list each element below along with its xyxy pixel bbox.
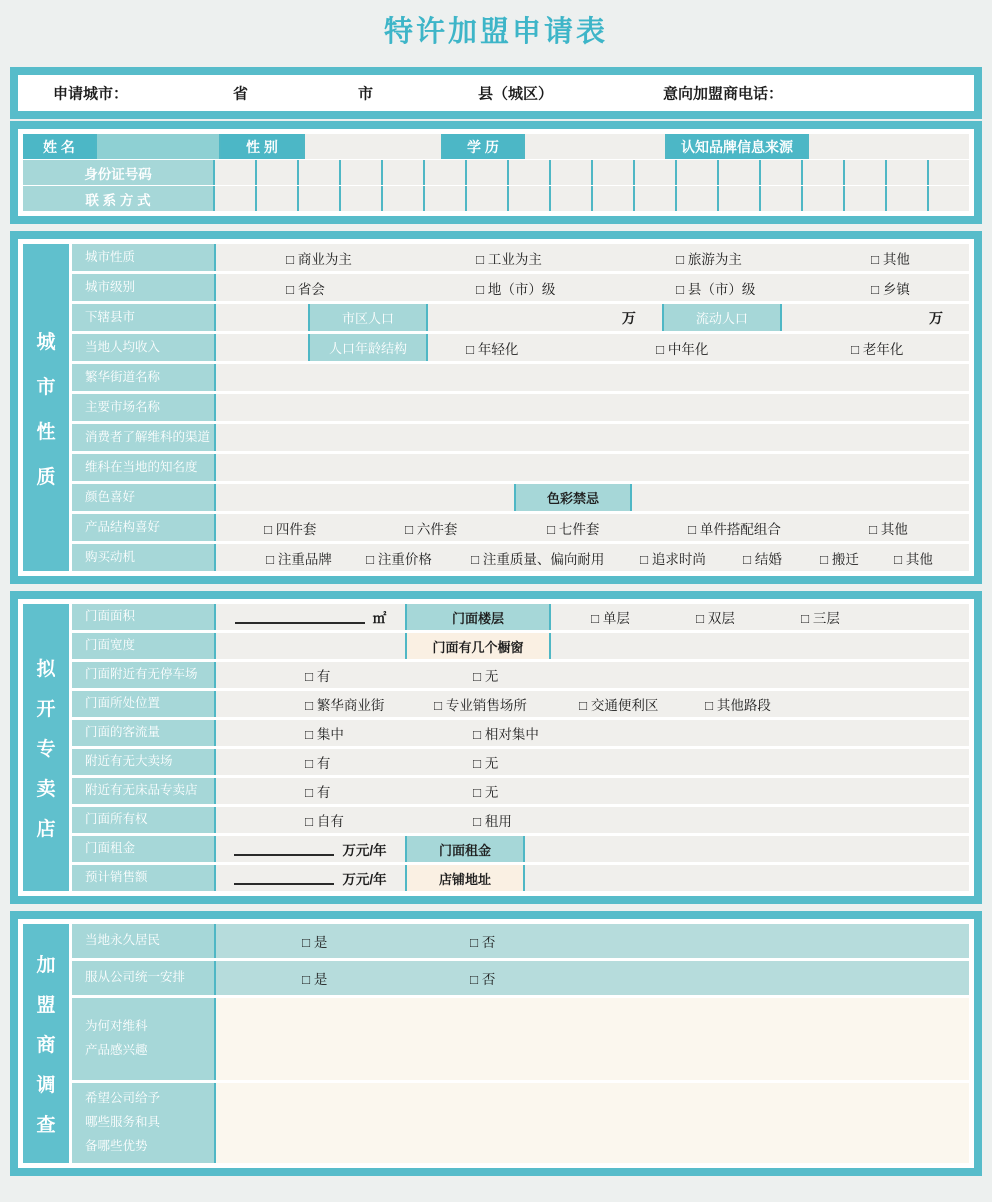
section-sidebar bbox=[23, 924, 69, 1163]
sidebar-char: 拟 bbox=[36, 659, 56, 680]
row-cells bbox=[214, 1083, 969, 1163]
digit-cell[interactable] bbox=[675, 186, 717, 211]
digit-cell[interactable] bbox=[339, 186, 381, 211]
header-fields bbox=[23, 80, 969, 106]
table-row bbox=[72, 454, 969, 481]
checkbox-option[interactable]: □ 专业销售场所 bbox=[434, 698, 527, 713]
checkbox-option[interactable]: □ 旅游为主 bbox=[676, 251, 742, 267]
checkbox-option[interactable]: □ 四件套 bbox=[264, 521, 317, 537]
row-cells bbox=[214, 924, 969, 958]
table-row bbox=[72, 633, 969, 659]
input-cell[interactable] bbox=[216, 364, 969, 391]
checkbox-option[interactable]: □ 集中 bbox=[305, 727, 344, 742]
row-cells bbox=[214, 424, 969, 451]
checkbox-option[interactable]: □ 双层 bbox=[696, 611, 735, 626]
digit-cell[interactable] bbox=[507, 160, 549, 185]
section-body bbox=[23, 604, 969, 891]
row-cells bbox=[214, 836, 969, 862]
checkbox-option[interactable]: □ 单层 bbox=[591, 611, 630, 626]
row-label: 门面面积 bbox=[72, 604, 214, 630]
checkbox-option[interactable]: □ 六件套 bbox=[405, 521, 458, 537]
row-cells bbox=[214, 633, 969, 659]
row-label: 下辖县市 bbox=[72, 304, 214, 331]
digit-cell[interactable] bbox=[633, 160, 675, 185]
checkbox-option[interactable]: □ 否 bbox=[470, 972, 496, 987]
checkbox-option[interactable]: □ 老年化 bbox=[851, 341, 904, 357]
checkbox-option[interactable]: □ 乡镇 bbox=[871, 281, 910, 297]
input-cell[interactable] bbox=[95, 134, 219, 159]
digit-cell[interactable] bbox=[215, 160, 255, 185]
table-row bbox=[72, 662, 969, 688]
sidebar-char: 加 bbox=[36, 955, 56, 976]
checkbox-option[interactable]: □ 有 bbox=[305, 785, 331, 800]
header-field: 县（城区） bbox=[478, 85, 554, 103]
input-cell[interactable] bbox=[216, 454, 969, 481]
row-label: 城市级别 bbox=[72, 274, 214, 301]
checkbox-option[interactable]: □ 是 bbox=[302, 935, 328, 950]
checkbox-option[interactable]: □ 其他 bbox=[871, 251, 910, 267]
options-cell bbox=[216, 691, 969, 717]
row-cells bbox=[214, 662, 969, 688]
input-cell[interactable] bbox=[426, 304, 662, 331]
options-cell bbox=[216, 807, 969, 833]
row-cells bbox=[214, 304, 969, 331]
checkbox-option[interactable]: □ 搬迁 bbox=[820, 551, 859, 567]
checkbox-option[interactable]: □ 交通便利区 bbox=[579, 698, 659, 713]
digit-cell[interactable] bbox=[801, 160, 843, 185]
row-label: 消费者了解维科的渠道 bbox=[72, 424, 214, 451]
digit-cell[interactable] bbox=[759, 186, 801, 211]
header-field: 意向加盟商电话： bbox=[663, 85, 784, 103]
row-label: 附近有无大卖场 bbox=[72, 749, 214, 775]
row-label: 繁华街道名称 bbox=[72, 364, 214, 391]
table-row bbox=[72, 998, 969, 1080]
input-cell[interactable] bbox=[523, 865, 969, 891]
input-cell[interactable] bbox=[780, 304, 969, 331]
input-cell[interactable] bbox=[216, 334, 308, 361]
checkbox-option[interactable]: □ 无 bbox=[473, 669, 499, 684]
checkbox-option[interactable]: □ 中年化 bbox=[656, 341, 709, 357]
table-row bbox=[72, 924, 969, 958]
checkbox-option[interactable]: □ 县（市）级 bbox=[676, 281, 756, 297]
sub-label: 市区人口 bbox=[308, 304, 426, 331]
digit-cell[interactable] bbox=[423, 160, 465, 185]
digit-cell[interactable] bbox=[339, 160, 381, 185]
digit-cell[interactable] bbox=[297, 186, 339, 211]
section-sidebar bbox=[23, 244, 69, 571]
row-label: 服从公司统一安排 bbox=[72, 961, 214, 995]
row-cells bbox=[214, 454, 969, 481]
sidebar-char: 盟 bbox=[36, 995, 56, 1016]
row-label: 购买动机 bbox=[72, 544, 214, 571]
row-cells bbox=[214, 394, 969, 421]
form-title: 特许加盟申请表 bbox=[383, 16, 608, 48]
unit-label: 万 bbox=[621, 309, 636, 326]
checkbox-option[interactable]: □ 无 bbox=[473, 785, 499, 800]
sidebar-char: 商 bbox=[36, 1035, 56, 1056]
textarea-cell[interactable] bbox=[216, 1083, 969, 1163]
checkbox-option[interactable]: □ 租用 bbox=[473, 814, 512, 829]
row-label: 产品结构喜好 bbox=[72, 514, 214, 541]
options-cell bbox=[216, 244, 969, 271]
checkbox-option[interactable]: □ 省会 bbox=[286, 281, 325, 297]
unit-label: 万元/年 bbox=[342, 872, 387, 887]
input-cell[interactable] bbox=[523, 836, 969, 862]
table-row bbox=[72, 865, 969, 891]
section-rows bbox=[72, 604, 969, 891]
blank-underline[interactable] bbox=[235, 611, 365, 624]
digit-row bbox=[23, 186, 969, 211]
digit-cell[interactable] bbox=[843, 160, 885, 185]
sub-label: 人口年龄结构 bbox=[308, 334, 426, 361]
row-cells bbox=[214, 961, 969, 995]
section-city-profile bbox=[10, 231, 982, 584]
row-label: 预计销售额 bbox=[72, 865, 214, 891]
row-cells bbox=[214, 274, 969, 301]
blank-underline[interactable] bbox=[234, 872, 334, 885]
row-cells bbox=[214, 998, 969, 1080]
unit-label: 万 bbox=[929, 309, 943, 326]
digit-cell[interactable] bbox=[255, 186, 297, 211]
section-rows bbox=[72, 924, 969, 1163]
row-cells bbox=[214, 749, 969, 775]
checkbox-option[interactable]: □ 其他 bbox=[894, 551, 933, 567]
personal-top-row bbox=[23, 134, 969, 159]
input-cell[interactable] bbox=[216, 394, 969, 421]
input-cell[interactable] bbox=[807, 134, 969, 159]
sidebar-char: 调 bbox=[36, 1075, 56, 1096]
digit-cell[interactable] bbox=[549, 160, 591, 185]
table-row bbox=[72, 364, 969, 391]
input-cell[interactable] bbox=[216, 304, 308, 331]
row-cells bbox=[214, 604, 969, 630]
digit-cell[interactable] bbox=[675, 160, 717, 185]
row-cells bbox=[214, 544, 969, 571]
blank-underline-cell[interactable] bbox=[216, 604, 405, 630]
sidebar-char: 开 bbox=[36, 699, 56, 720]
row-cells bbox=[214, 778, 969, 804]
header-field: 市 bbox=[358, 85, 374, 103]
checkbox-option[interactable]: □ 是 bbox=[302, 972, 328, 987]
sub-label: 门面楼层 bbox=[405, 604, 549, 630]
digit-row bbox=[23, 160, 969, 185]
options-cell bbox=[216, 544, 969, 571]
row-cells bbox=[214, 244, 969, 271]
table-row bbox=[72, 514, 969, 541]
section-sidebar bbox=[23, 604, 69, 891]
digit-cell[interactable] bbox=[465, 186, 507, 211]
options-cell bbox=[216, 924, 969, 958]
digit-cell[interactable] bbox=[717, 186, 759, 211]
row-cells bbox=[214, 364, 969, 391]
section-body bbox=[23, 244, 969, 571]
options-cell bbox=[216, 720, 969, 746]
digit-cells bbox=[213, 186, 969, 211]
sidebar-char: 质 bbox=[36, 466, 56, 488]
sidebar-char: 城 bbox=[36, 331, 56, 353]
row-label: 为何对维科 产品感兴趣 bbox=[72, 998, 214, 1080]
input-cell[interactable] bbox=[630, 484, 969, 511]
sub-label: 店铺地址 bbox=[405, 865, 523, 891]
sidebar-char: 专 bbox=[36, 739, 56, 760]
row-cells bbox=[214, 484, 969, 511]
row-label: 维科在当地的知名度 bbox=[72, 454, 214, 481]
section-proposed-store bbox=[10, 591, 982, 904]
table-row bbox=[72, 778, 969, 804]
digit-cell[interactable] bbox=[591, 160, 633, 185]
digit-cell[interactable] bbox=[507, 186, 549, 211]
checkbox-option[interactable]: □ 工业为主 bbox=[476, 251, 542, 267]
input-cell[interactable] bbox=[523, 134, 665, 159]
digit-cells bbox=[213, 160, 969, 185]
table-row bbox=[72, 274, 969, 301]
row-label: 颜色喜好 bbox=[72, 484, 214, 511]
options-cell bbox=[216, 514, 969, 541]
row-label: 门面所处位置 bbox=[72, 691, 214, 717]
checkbox-option[interactable]: □ 地（市）级 bbox=[476, 281, 556, 297]
options-cell bbox=[549, 604, 969, 630]
table-row bbox=[72, 544, 969, 571]
header-box bbox=[10, 67, 982, 119]
checkbox-option[interactable]: □ 追求时尚 bbox=[640, 551, 706, 567]
field-label: 姓 名 bbox=[23, 134, 95, 159]
table-row bbox=[72, 720, 969, 746]
table-row bbox=[72, 334, 969, 361]
row-cells bbox=[214, 865, 969, 891]
input-cell[interactable] bbox=[216, 633, 405, 659]
table-row bbox=[72, 749, 969, 775]
checkbox-option[interactable]: □ 有 bbox=[305, 669, 331, 684]
checkbox-option[interactable]: □ 无 bbox=[473, 756, 499, 771]
section-rows bbox=[72, 244, 969, 571]
unit-label: 万元/年 bbox=[342, 843, 387, 858]
digit-cell[interactable] bbox=[255, 160, 297, 185]
digit-cell[interactable] bbox=[717, 160, 759, 185]
digit-cell[interactable] bbox=[381, 186, 423, 211]
input-cell[interactable] bbox=[303, 134, 441, 159]
form-sections bbox=[0, 231, 992, 1176]
section-franchisee-survey bbox=[10, 911, 982, 1176]
blank-underline-cell[interactable] bbox=[216, 865, 405, 891]
row-label: 门面宽度 bbox=[72, 633, 214, 659]
table-row bbox=[72, 304, 969, 331]
digit-cell[interactable] bbox=[927, 186, 969, 211]
sub-label: 门面有几个橱窗 bbox=[405, 633, 549, 659]
input-cell[interactable] bbox=[216, 424, 969, 451]
sidebar-char: 性 bbox=[36, 421, 56, 443]
options-cell bbox=[216, 749, 969, 775]
checkbox-option[interactable]: □ 年轻化 bbox=[466, 341, 519, 357]
table-row bbox=[72, 484, 969, 511]
field-label: 性 别 bbox=[219, 134, 303, 159]
header-field: 申请城市： bbox=[53, 85, 129, 103]
table-row bbox=[72, 807, 969, 833]
row-label: 当地永久居民 bbox=[72, 924, 214, 958]
row-label: 希望公司给予 哪些服务和具 备哪些优势 bbox=[72, 1083, 214, 1163]
field-label: 身份证号码 bbox=[23, 160, 213, 185]
table-row bbox=[72, 836, 969, 862]
table-row bbox=[72, 961, 969, 995]
checkbox-option[interactable]: □ 注重质量、偏向耐用 bbox=[471, 551, 605, 567]
row-label: 附近有无床品专卖店 bbox=[72, 778, 214, 804]
row-cells bbox=[214, 720, 969, 746]
field-label: 认知品牌信息来源 bbox=[665, 134, 807, 159]
sub-label: 门面租金 bbox=[405, 836, 523, 862]
row-label: 门面附近有无停车场 bbox=[72, 662, 214, 688]
digit-cell[interactable] bbox=[423, 186, 465, 211]
table-row bbox=[72, 691, 969, 717]
checkbox-option[interactable]: □ 单件搭配组合 bbox=[688, 521, 781, 537]
sub-label: 流动人口 bbox=[662, 304, 780, 331]
row-label: 主要市场名称 bbox=[72, 394, 214, 421]
unit-label: ㎡ bbox=[372, 611, 387, 626]
digit-cell[interactable] bbox=[885, 186, 927, 211]
field-label: 联 系 方 式 bbox=[23, 186, 213, 211]
section-body bbox=[23, 924, 969, 1163]
textarea-cell[interactable] bbox=[216, 998, 969, 1080]
sub-label: 色彩禁忌 bbox=[514, 484, 630, 511]
sidebar-char: 店 bbox=[36, 819, 56, 840]
personal-info-table bbox=[10, 121, 982, 224]
table-row bbox=[72, 604, 969, 630]
digit-cell[interactable] bbox=[591, 186, 633, 211]
digit-cell[interactable] bbox=[801, 186, 843, 211]
options-cell bbox=[216, 778, 969, 804]
checkbox-option[interactable]: □ 注重品牌 bbox=[266, 551, 332, 567]
checkbox-option[interactable]: □ 三层 bbox=[801, 611, 840, 626]
digit-cell[interactable] bbox=[927, 160, 969, 185]
row-label: 门面所有权 bbox=[72, 807, 214, 833]
row-label: 门面的客流量 bbox=[72, 720, 214, 746]
options-cell bbox=[216, 274, 969, 301]
row-label: 门面租金 bbox=[72, 836, 214, 862]
digit-cell[interactable] bbox=[843, 186, 885, 211]
row-cells bbox=[214, 807, 969, 833]
checkbox-option[interactable]: □ 结婚 bbox=[743, 551, 782, 567]
row-cells bbox=[214, 334, 969, 361]
sidebar-char: 查 bbox=[36, 1115, 56, 1136]
checkbox-option[interactable]: □ 自有 bbox=[305, 814, 344, 829]
digit-cell[interactable] bbox=[549, 186, 591, 211]
header-field: 省 bbox=[233, 85, 249, 103]
digit-cell[interactable] bbox=[885, 160, 927, 185]
digit-cell[interactable] bbox=[215, 186, 255, 211]
digit-cell[interactable] bbox=[465, 160, 507, 185]
options-cell bbox=[426, 334, 969, 361]
blank-underline-cell[interactable] bbox=[216, 836, 405, 862]
field-label: 学 历 bbox=[441, 134, 523, 159]
digit-cell[interactable] bbox=[297, 160, 339, 185]
table-row bbox=[72, 244, 969, 271]
table-row bbox=[72, 424, 969, 451]
row-cells bbox=[214, 514, 969, 541]
checkbox-option[interactable]: □ 其他 bbox=[869, 521, 908, 537]
input-cell[interactable] bbox=[549, 633, 969, 659]
checkbox-option[interactable]: □ 有 bbox=[305, 756, 331, 771]
checkbox-option[interactable]: □ 商业为主 bbox=[286, 251, 352, 267]
input-cell[interactable] bbox=[216, 484, 514, 511]
table-row bbox=[72, 1083, 969, 1163]
sidebar-char: 卖 bbox=[36, 779, 56, 800]
checkbox-option[interactable]: □ 七件套 bbox=[547, 521, 600, 537]
digit-cell[interactable] bbox=[381, 160, 423, 185]
blank-underline[interactable] bbox=[234, 843, 334, 856]
checkbox-option[interactable]: □ 注重价格 bbox=[366, 551, 432, 567]
checkbox-option[interactable]: □ 否 bbox=[470, 935, 496, 950]
sidebar-char: 市 bbox=[36, 376, 56, 398]
checkbox-option[interactable]: □ 相对集中 bbox=[473, 727, 539, 742]
digit-cell[interactable] bbox=[633, 186, 675, 211]
options-cell bbox=[216, 961, 969, 995]
checkbox-option[interactable]: □ 其他路段 bbox=[705, 698, 771, 713]
checkbox-option[interactable]: □ 繁华商业街 bbox=[305, 698, 385, 713]
options-cell bbox=[216, 662, 969, 688]
row-label: 当地人均收入 bbox=[72, 334, 214, 361]
table-row bbox=[72, 394, 969, 421]
row-cells bbox=[214, 691, 969, 717]
row-label: 城市性质 bbox=[72, 244, 214, 271]
digit-cell[interactable] bbox=[759, 160, 801, 185]
